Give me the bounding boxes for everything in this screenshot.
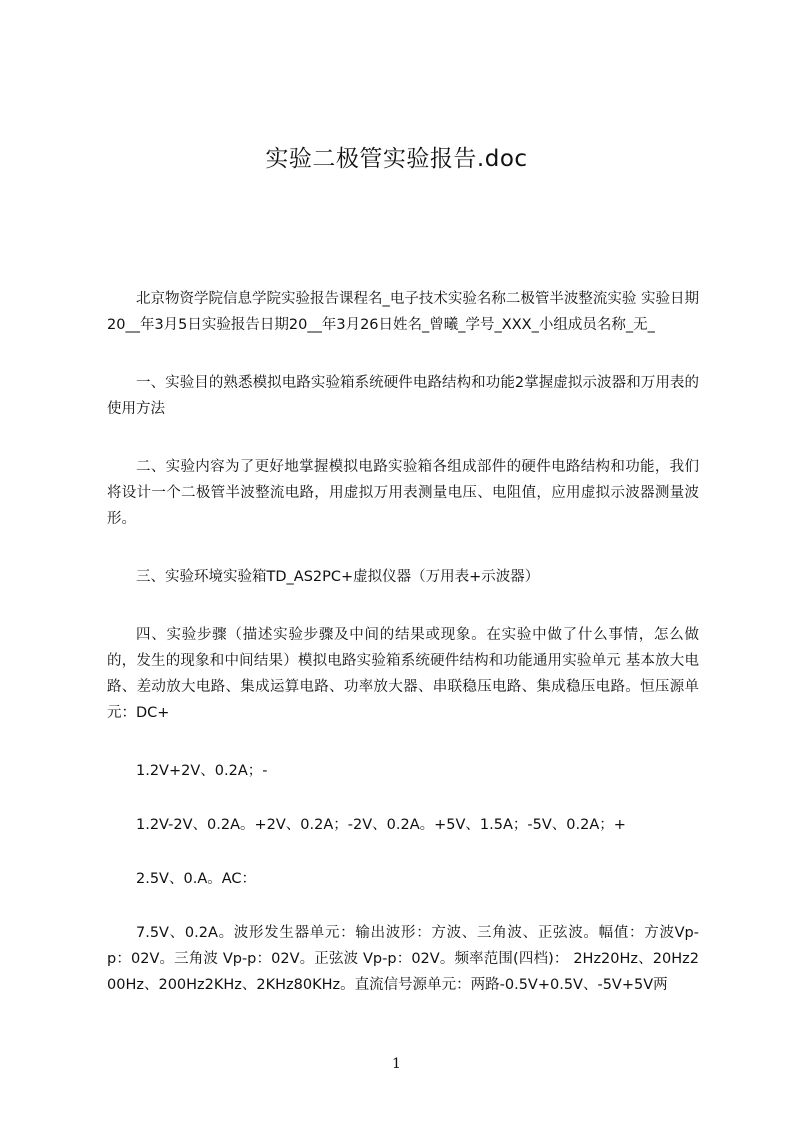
- paragraph-voltage-2: 1.2V-2V、0.2A。+2V、0.2A；-2V、0.2A。+5V、1.5A；-5V、0.2A；+: [136, 817, 626, 833]
- page-number: 1: [392, 1056, 401, 1072]
- paragraph-voltage-3: 2.5V、0.A。AC：: [136, 871, 257, 887]
- paragraph-voltage-1: 1.2V+2V、0.2A；-: [136, 763, 268, 779]
- paragraph-header-info: 北京物资学院信息学院实验报告课程名_电子技术实验名称二极管半波整流实验 实验日期20__年3月5日实验报告日期20__年3月26日姓名_曾曦_学号_XXX_小组成员名称_无_: [107, 291, 699, 333]
- paragraph-waveform: 7.5V、0.2A。波形发生器单元：输出波形：方波、三角波、正弦波。幅值：方波Vp-p：02V。三角波 Vp-p：02V。正弦波 Vp-p：02V。频率范围(四档)： 2Hz20Hz、20Hz200Hz、200Hz2KHz、2KHz80KHz。直流信号源单元：两路-0.5V+0.5V、-5V+5V两: [107, 925, 699, 993]
- paragraph-environment: 三、实验环境实验箱TD_AS2PC+虚拟仪器（万用表+示波器）: [136, 569, 540, 585]
- paragraph-objective: 一、实验目的熟悉模拟电路实验箱系统硬件电路结构和功能2掌握虚拟示波器和万用表的使用方法: [107, 375, 699, 417]
- document-body: [107, 286, 699, 1030]
- paragraph-steps: 四、实验步骤（描述实验步骤及中间的结果或现象。在实验中做了什么事情，怎么做的，发生的现象和中间结果）模拟电路实验箱系统硬件结构和功能通用实验单元 基本放大电路、差动放大电路、集成运算电路、功率放大器、串联稳压电路、集成稳压电路。恒压源单元：DC+: [107, 627, 699, 721]
- paragraph-content: 二、实验内容为了更好地掌握模拟电路实验箱各组成部件的硬件电路结构和功能，我们将设计一个二极管半波整流电路，用虚拟万用表测量电压、电阻值，应用虚拟示波器测量波形。: [107, 459, 699, 527]
- document-title: 实验二极管实验报告.doc: [265, 146, 528, 172]
